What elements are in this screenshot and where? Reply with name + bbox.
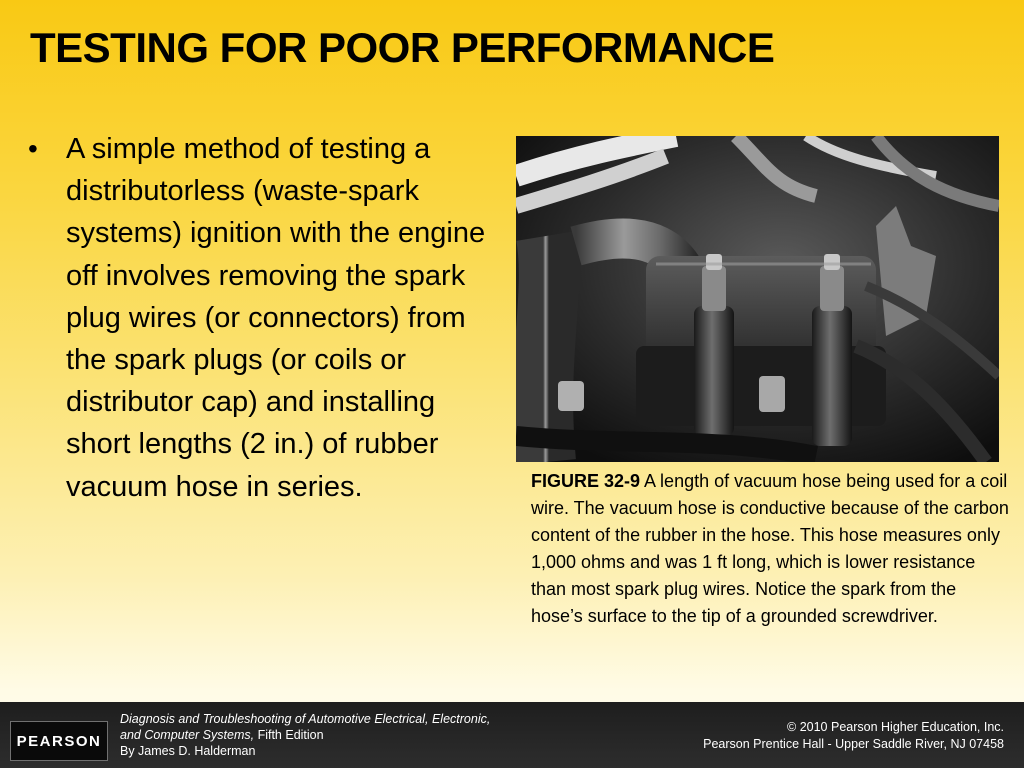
figure-caption — [531, 468, 1009, 630]
book-edition: Fifth Edition — [257, 728, 324, 742]
book-title: Diagnosis and Troubleshooting of Automotive Electrical, Electronic, and Computer Systems, — [120, 712, 491, 742]
pearson-logo-text: PEARSON — [16, 732, 102, 750]
copyright-block — [584, 719, 1004, 753]
slide-title: TESTING FOR POOR PERFORMANCE — [30, 24, 775, 71]
copyright-text: © 2010 Pearson Higher Education, Inc. — [787, 720, 1004, 734]
figure-caption-text: A length of vacuum hose being used for a coil wire. The vacuum hose is conductive because of the carbon content of the rubber in the hose. This hose measures only 1,000 ohms and was 1 ft long, which is lower resistance than most spark plug wires. Notice the spark from the hose’s surface to the tip of a grounded screwdriver. — [531, 471, 1009, 626]
pearson-logo — [10, 721, 108, 761]
bullet-list-item — [28, 128, 498, 508]
ignition-coil-photo-illustration — [516, 136, 999, 462]
bullet-marker: • — [28, 133, 38, 164]
figure-photo — [516, 136, 999, 462]
footer-bar — [0, 702, 1024, 768]
bullet-text: A simple method of testing a distributorless (waste-spark systems) ignition with the engine off involves removing the spark plug wires (or connectors) from the spark plugs (or coils or distributor cap) and installing short lengths (2 in.) of rubber vacuum hose in series. — [66, 133, 486, 503]
book-citation — [120, 711, 500, 759]
publisher-text: Pearson Prentice Hall - Upper Saddle River, NJ 07458 — [703, 737, 1004, 751]
book-author: By James D. Halderman — [120, 744, 256, 758]
figure-label: FIGURE 32-9 — [531, 471, 641, 491]
